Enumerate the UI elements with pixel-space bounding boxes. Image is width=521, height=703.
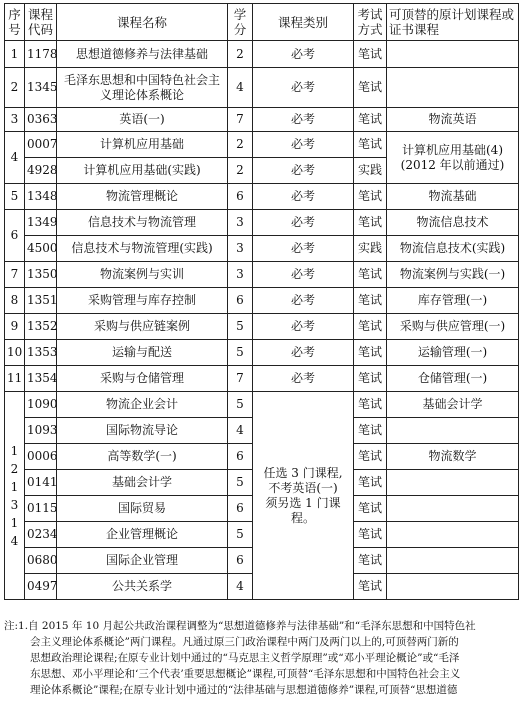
- table-row: [5, 108, 519, 132]
- exam-method-cell: 笔试: [354, 288, 387, 314]
- exam-method-cell: 笔试: [354, 444, 387, 470]
- table-row: [5, 236, 519, 262]
- exam-method-cell: 笔试: [354, 108, 387, 132]
- course-name-cell: 计算机应用基础(实践): [57, 158, 228, 184]
- credit-cell: 7: [228, 108, 253, 132]
- category-cell: 必考: [253, 108, 354, 132]
- replace-course-cell: 采购与供应管理(一): [387, 314, 519, 340]
- course-name-cell: 国际物流导论: [57, 418, 228, 444]
- exam-method-cell: 笔试: [354, 392, 387, 418]
- credit-cell: 6: [228, 288, 253, 314]
- credit-cell: 3: [228, 210, 253, 236]
- table-row: [5, 68, 519, 108]
- course-name-cell: 毛泽东思想和中国特色社会主义理论体系概论: [57, 68, 228, 108]
- category-cell: 必考: [253, 288, 354, 314]
- category-cell: 必考: [253, 366, 354, 392]
- header-seq: 序号: [5, 4, 25, 41]
- exam-method-cell: 笔试: [354, 470, 387, 496]
- credit-cell: 5: [228, 314, 253, 340]
- course-name-cell: 物流管理概论: [57, 184, 228, 210]
- credit-cell: 3: [228, 262, 253, 288]
- seq-cell: 5: [5, 184, 25, 210]
- seq-cell: 10: [5, 340, 25, 366]
- course-name-cell: 采购管理与库存控制: [57, 288, 228, 314]
- credit-cell: 5: [228, 470, 253, 496]
- course-plan-table: [4, 3, 519, 600]
- course-code-cell: 0680: [25, 548, 57, 574]
- footnote-line: 会主义理论体系概论”两门课程。凡通过原三门政治课程中两门及两门以上的,可顶替两门新的: [30, 636, 459, 648]
- course-name-cell: 思想道德修养与法律基础: [57, 41, 228, 68]
- credit-cell: 6: [228, 184, 253, 210]
- table-row: [5, 210, 519, 236]
- seq-cell: 7: [5, 262, 25, 288]
- category-cell: 必考: [253, 41, 354, 68]
- seq-cell: 6: [5, 210, 25, 262]
- footnote-line: 理论体系概论”课程;在原专业计划中通过的“法律基础与思想道德修养”课程,可顶替“思想道德: [30, 684, 458, 696]
- credit-cell: 5: [228, 340, 253, 366]
- exam-method-cell: 笔试: [354, 574, 387, 600]
- table-row: [5, 262, 519, 288]
- table-row: [5, 314, 519, 340]
- footnote-line: 东思想、邓小平理论和‘三个代表’重要思想概论”课程,可顶替“毛泽东思想和中国特色社会主义: [30, 668, 461, 680]
- category-cell: 必考: [253, 210, 354, 236]
- credit-cell: 5: [228, 392, 253, 418]
- category-cell: 必考: [253, 236, 354, 262]
- exam-method-cell: 笔试: [354, 68, 387, 108]
- seq-cell: 3: [5, 108, 25, 132]
- category-cell: 必考: [253, 158, 354, 184]
- replace-course-cell: [387, 522, 519, 548]
- seq-cell: 4: [5, 132, 25, 184]
- replace-course-cell: 库存管理(一): [387, 288, 519, 314]
- header-category: 课程类别: [253, 4, 354, 41]
- course-code-cell: 1348: [25, 184, 57, 210]
- table-row: [5, 288, 519, 314]
- course-code-cell: 0007: [25, 132, 57, 158]
- credit-cell: 4: [228, 418, 253, 444]
- category-cell: 必考: [253, 132, 354, 158]
- header-credit: 学分: [228, 4, 253, 41]
- exam-method-cell: 笔试: [354, 340, 387, 366]
- exam-method-cell: 笔试: [354, 41, 387, 68]
- course-code-cell: 1090: [25, 392, 57, 418]
- course-name-cell: 采购与供应链案例: [57, 314, 228, 340]
- replace-course-cell: [387, 470, 519, 496]
- course-name-cell: 公共关系学: [57, 574, 228, 600]
- credit-cell: 6: [228, 548, 253, 574]
- course-name-cell: 信息技术与物流管理(实践): [57, 236, 228, 262]
- course-code-cell: 0363: [25, 108, 57, 132]
- elective-note-cell: 任选 3 门课程,不考英语(一)须另选 1 门课程。: [253, 392, 354, 600]
- seq-cell: 2: [5, 68, 25, 108]
- course-name-cell: 物流企业会计: [57, 392, 228, 418]
- replace-course-cell: 运输管理(一): [387, 340, 519, 366]
- course-name-cell: 高等数学(一): [57, 444, 228, 470]
- credit-cell: 5: [228, 522, 253, 548]
- course-code-cell: 0234: [25, 522, 57, 548]
- replace-course-cell: 物流基础: [387, 184, 519, 210]
- exam-method-cell: 笔试: [354, 366, 387, 392]
- seq-cell: 9: [5, 314, 25, 340]
- course-name-cell: 运输与配送: [57, 340, 228, 366]
- course-code-cell: 4500: [25, 236, 57, 262]
- course-name-cell: 物流案例与实训: [57, 262, 228, 288]
- credit-cell: 3: [228, 236, 253, 262]
- table-row: [5, 366, 519, 392]
- credit-cell: 6: [228, 496, 253, 522]
- course-name-cell: 基础会计学: [57, 470, 228, 496]
- table-row: [5, 392, 519, 418]
- seq-cell: 8: [5, 288, 25, 314]
- header-name: 课程名称: [57, 4, 228, 41]
- credit-cell: 7: [228, 366, 253, 392]
- credit-cell: 6: [228, 444, 253, 470]
- seq-cell: 11: [5, 366, 25, 392]
- footnote-line: 思想政治理论课程;在原专业计划中通过的“马克思主义哲学原理”或“邓小平理论概论”或“毛泽: [30, 652, 460, 664]
- exam-method-cell: 笔试: [354, 496, 387, 522]
- course-code-cell: 0141: [25, 470, 57, 496]
- table-row: [5, 340, 519, 366]
- course-name-cell: 计算机应用基础: [57, 132, 228, 158]
- replace-course-cell: 物流案例与实践(一): [387, 262, 519, 288]
- course-name-cell: 英语(一): [57, 108, 228, 132]
- replace-course-cell: 基础会计学: [387, 392, 519, 418]
- replace-course-cell: 物流数学: [387, 444, 519, 470]
- course-code-cell: 0115: [25, 496, 57, 522]
- course-code-cell: 1353: [25, 340, 57, 366]
- footnote: [4, 618, 518, 698]
- course-name-cell: 信息技术与物流管理: [57, 210, 228, 236]
- exam-method-cell: 实践: [354, 236, 387, 262]
- replace-course-cell: 物流信息技术: [387, 210, 519, 236]
- course-code-cell: 1350: [25, 262, 57, 288]
- header-row: [5, 4, 519, 41]
- course-name-cell: 国际企业管理: [57, 548, 228, 574]
- course-code-cell: 1178: [25, 41, 57, 68]
- course-name-cell: 国际贸易: [57, 496, 228, 522]
- course-code-cell: 1354: [25, 366, 57, 392]
- credit-cell: 2: [228, 41, 253, 68]
- replace-course-cell: [387, 496, 519, 522]
- footnote-line: 注:1.自 2015 年 10 月起公共政治课程调整为“思想道德修养与法律基础”和“毛泽东思想和中国特色社: [4, 620, 476, 632]
- course-code-cell: 4928: [25, 158, 57, 184]
- exam-method-cell: 笔试: [354, 314, 387, 340]
- header-replace: 可顶替的原计划课程或证书课程: [387, 4, 519, 41]
- replace-course-cell: 物流信息技术(实践): [387, 236, 519, 262]
- replace-course-cell: 物流英语: [387, 108, 519, 132]
- replace-course-cell: 仓储管理(一): [387, 366, 519, 392]
- seq-cell: 1: [5, 41, 25, 68]
- table-row: [5, 184, 519, 210]
- category-cell: 必考: [253, 262, 354, 288]
- replace-course-cell: [387, 418, 519, 444]
- course-name-cell: 企业管理概论: [57, 522, 228, 548]
- exam-method-cell: 笔试: [354, 210, 387, 236]
- category-cell: 必考: [253, 184, 354, 210]
- credit-cell: 4: [228, 68, 253, 108]
- exam-method-cell: 笔试: [354, 418, 387, 444]
- course-name-cell: 采购与仓储管理: [57, 366, 228, 392]
- category-cell: 必考: [253, 314, 354, 340]
- table-row: [5, 41, 519, 68]
- exam-method-cell: 笔试: [354, 132, 387, 158]
- table-row: [5, 132, 519, 158]
- replace-course-cell: [387, 41, 519, 68]
- replace-course-cell: [387, 574, 519, 600]
- exam-method-cell: 笔试: [354, 184, 387, 210]
- course-code-cell: 0497: [25, 574, 57, 600]
- course-code-cell: 1352: [25, 314, 57, 340]
- replace-course-cell: [387, 548, 519, 574]
- category-cell: 必考: [253, 68, 354, 108]
- replace-course-cell: 计算机应用基础(4)(2012 年以前通过): [387, 132, 519, 184]
- course-code-cell: 1349: [25, 210, 57, 236]
- credit-cell: 4: [228, 574, 253, 600]
- header-exam: 考试方式: [354, 4, 387, 41]
- header-code: 课程代码: [25, 4, 57, 41]
- replace-course-cell: [387, 68, 519, 108]
- course-code-cell: 1351: [25, 288, 57, 314]
- exam-method-cell: 笔试: [354, 548, 387, 574]
- course-code-cell: 1345: [25, 68, 57, 108]
- category-cell: 必考: [253, 340, 354, 366]
- credit-cell: 2: [228, 132, 253, 158]
- seq-cell: 12 13 14: [5, 392, 25, 600]
- credit-cell: 2: [228, 158, 253, 184]
- course-code-cell: 1093: [25, 418, 57, 444]
- exam-method-cell: 实践: [354, 158, 387, 184]
- exam-method-cell: 笔试: [354, 262, 387, 288]
- course-code-cell: 0006: [25, 444, 57, 470]
- exam-method-cell: 笔试: [354, 522, 387, 548]
